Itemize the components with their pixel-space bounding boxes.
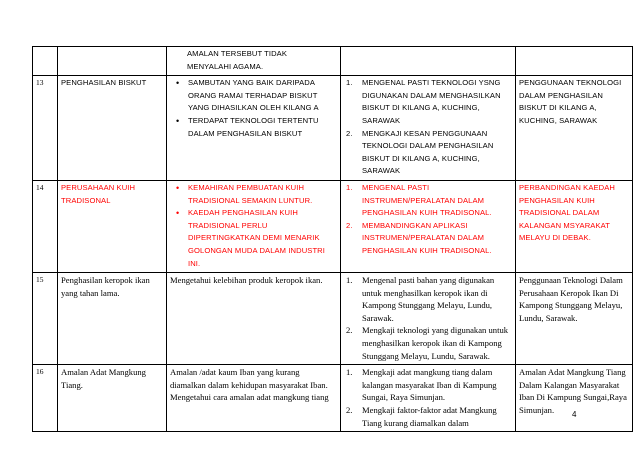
- objective-item: 2. MENGKAJI KESAN PENGGUNAAN TEKNOLOGI DALAM PENGHASILAN BISKUT DI KILANG A, KUCHING, SARAWAK: [346, 128, 494, 176]
- cell-objectives: [341, 76, 516, 181]
- cell-desc: [167, 47, 341, 76]
- cell-topic: PENGGUNAAN TEKNOLOGI DALAM PENGHASILAN BISKUT DI KILANG A, KUCHING, SARAWAK: [516, 76, 633, 181]
- cell-title: [58, 47, 167, 76]
- cell-topic: [516, 47, 633, 76]
- table-row: [33, 365, 633, 432]
- desc-bullet: • KAEDAH PENGHASILAN KUIH TRADISIONAL PERLU DIPERTINGKATKAN DEMI MENARIK GOLONGAN MUDA DALAM INDUSTRI INI.: [170, 207, 337, 270]
- objective-item: 1. MENGENAL PASTI TEKNOLOGI YSNG DIGUNAKAN DALAM MENGHASILKAN BISKUT DI KILANG A, KUCHING, SARAWAK: [346, 78, 501, 125]
- cell-no: 16: [33, 365, 58, 432]
- cell-no: 15: [33, 273, 58, 365]
- table-row: [33, 76, 633, 181]
- desc-bullet: • SAMBUTAN YANG BAIK DARIPADA ORANG RAMAI TERHADAP BISKUT YANG DIHASILKAN OLEH KILANG A: [170, 77, 337, 115]
- cell-topic: Penggunaan Teknologi Dalam Perusahaan Keropok Ikan Di Kampong Stunggang Melayu, Lundu, Sarawak.: [516, 273, 633, 365]
- cell-desc: [167, 76, 341, 181]
- research-topics-table: [32, 46, 633, 432]
- objective-item: 2. Mengkaji faktor-faktor adat Mangkung Tiang kurang diamalkan dalam: [346, 405, 497, 428]
- objective-item: 2. MEMBANDINGKAN APLIKASI INSTRUMEN/PERALATAN DALAM PENGHASILAN KUIH TRADISONAL.: [346, 220, 492, 255]
- cell-desc: Amalan /adat kaum Iban yang kurang diamalkan dalam kehidupan masyarakat Iban. Mengetahui cara amalan adat mangkung tiang: [167, 365, 341, 432]
- objective-item: 1. Mengkaji adat mangkung tiang dalam kalangan masyarakat Iban di Kampung Sungai, Raya Simunjan.: [346, 367, 497, 403]
- cell-desc: Mengetahui kelebihan produk keropok ikan.: [167, 273, 341, 365]
- cell-title: Amalan Adat Mangkung Tiang.: [58, 365, 167, 432]
- cell-topic: PERBANDINGAN KAEDAH PENGHASILAN KUIH TRADISIONAL DALAM KALANGAN MSYARAKAT MELAYU DI DEBAK.: [516, 180, 633, 272]
- objective-item: 2. Mengkaji teknologi yang digunakan untuk menghasilkan keropok ikan di Kampong Stunggang Melayu, Lundu, Sarawak.: [346, 325, 509, 361]
- cell-objectives: [341, 273, 516, 365]
- cell-desc: [167, 180, 341, 272]
- page-number: 4: [572, 410, 577, 419]
- objective-item: 1. Mengenal pasti bahan yang digunakan untuk menghasilkan keropok ikan di Kampong Stunggang Melayu, Lundu, Sarawak.: [346, 275, 495, 323]
- cell-title: PERUSAHAAN KUIH TRADISONAL: [58, 180, 167, 272]
- cell-no: 13: [33, 76, 58, 181]
- cell-title: Penghasilan keropok ikan yang tahan lama.: [58, 273, 167, 365]
- table-row: [33, 47, 633, 76]
- cell-topic: Amalan Adat Mangkung Tiang Dalam Kalangan Masyarakat Iban Di Kampung Sungai,Raya Simunjan.: [516, 365, 633, 432]
- desc-line: AMALAN TERSEBUT TIDAK: [187, 49, 288, 58]
- cell-no: 14: [33, 180, 58, 272]
- cell-objectives: [341, 180, 516, 272]
- table-row: [33, 180, 633, 272]
- desc-line: MENYALAHI AGAMA.: [187, 61, 264, 71]
- table-row: [33, 273, 633, 365]
- cell-objectives: [341, 47, 516, 76]
- objective-item: 1. MENGENAL PASTI INSTRUMEN/PERALATAN DALAM PENGHASILAN KUIH TRADISONAL.: [346, 182, 492, 218]
- desc-bullet: • KEMAHIRAN PEMBUATAN KUIH TRADISIONAL SEMAKIN LUNTUR.: [170, 182, 337, 207]
- cell-no: [33, 47, 58, 76]
- desc-bullet: • TERDAPAT TEKNOLOGI TERTENTU DALAM PENGHASILAN BISKUT: [170, 115, 337, 140]
- cell-objectives: [341, 365, 516, 432]
- cell-title: PENGHASILAN BISKUT: [58, 76, 167, 181]
